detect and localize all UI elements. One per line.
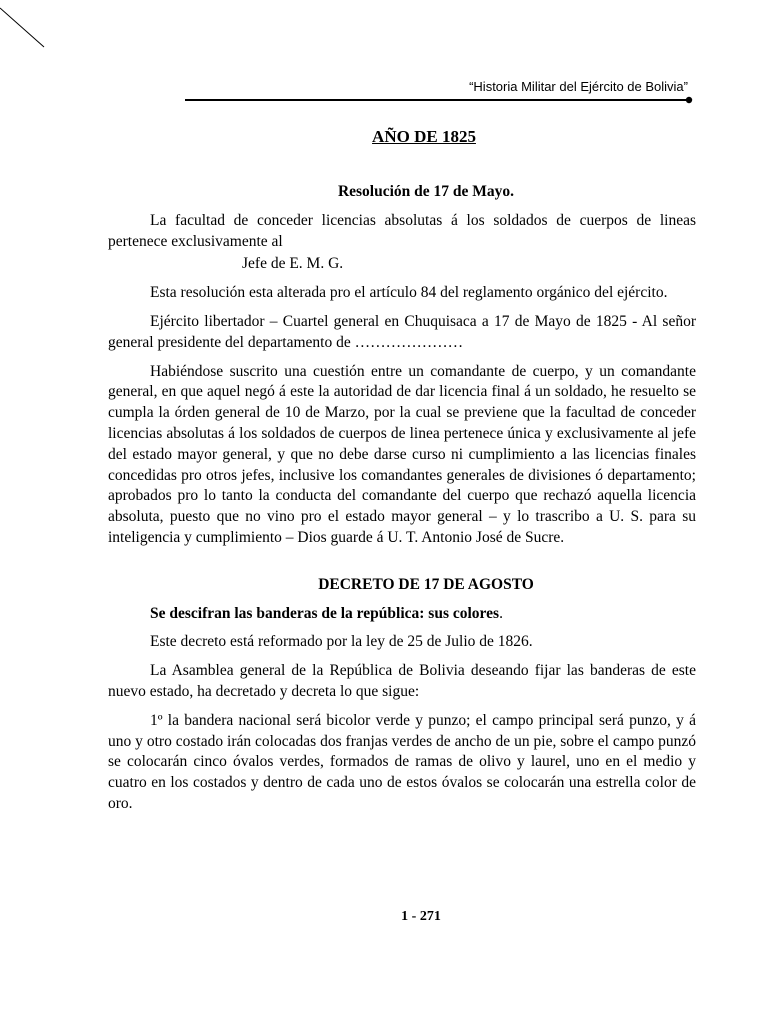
running-header: “Historia Militar del Ejército de Bolivia” [469, 79, 688, 94]
paragraph-asamblea: La Asamblea general de la República de Bolivia deseando fijar las banderas de este nuevo estado, ha decretado y decreta lo que sigue: [108, 662, 696, 700]
year-heading: AÑO DE 1825 [372, 127, 476, 146]
paragraph-decree-reformed: Este decreto está reformado por la ley de 25 de Julio de 1826. [150, 633, 533, 651]
decree-subtitle [108, 604, 696, 625]
paragraph-national-flag: 1º la bandera nacional será bicolor verde y punzo; el campo principal será punzo, y á uno y otro costado irán colocadas dos franjas verdes de ancho de un pie, sobre el campo punzó se colocarán cinco óvalos verdes, formados de ramas de olivo y laurel, uno en el medio y cuatro en los costados y dentro de cada uno de estos óvalos se colocarán una estrella color de oro. [108, 711, 696, 812]
header-rule [185, 94, 693, 104]
decree-subtitle-period: . [499, 604, 503, 622]
page-number: 1 - 271 [401, 909, 441, 924]
paragraph-license-authority: La facultad de conceder licencias absolutas á los soldados de cuerpos de lineas pertenece exclusivamente al [108, 211, 696, 250]
paragraph-resolution-text: Habiéndose suscrito una cuestión entre un comandante de cuerpo, y un comandante general, en que aquel negó á este la autoridad de dar licencia final á un soldado, he resuelto se cumpla la órden general de 10 de Marzo, por la cual se previene que la facultad de conceder licencias absolutas á los soldados de cuerpos de linea pertenece única y exclusivamente al jefe del estado mayor general, y que no debe darse curso ni cumplimiento a las licencias finales concedidas pro otros jefes, inclusive los comandantes generales de divisiones ó departamento; aprobados pro lo tanto la conducta del comandante del cuerpo que rechazó aquella licencia absoluta, puesto que no vino pro el estado mayor general – y lo trascribo a U. S. para su inteligencia y cumplimiento – Dios guarde á U. T. Antonio José de Sucre. [108, 362, 696, 546]
resolution-title: Resolución de 17 de Mayo. [337, 183, 515, 200]
document-body [108, 182, 696, 823]
paragraph-jefe: Jefe de E. M. G. [242, 255, 344, 273]
decree-subtitle-text: Se descifran las banderas de la república: sus colores [150, 604, 500, 622]
paragraph-cuartel-general: Ejército libertador – Cuartel general en Chuquisaca a 17 de Mayo de 1825 - Al señor general presidente del departamento de ………………… [108, 312, 696, 351]
corner-fold-line [0, 0, 50, 50]
paragraph-resolution-altered: Esta resolución esta alterada pro el artículo 84 del reglamento orgánico del ejército. [150, 284, 668, 302]
decree-title: DECRETO DE 17 DE AGOSTO [318, 575, 534, 593]
